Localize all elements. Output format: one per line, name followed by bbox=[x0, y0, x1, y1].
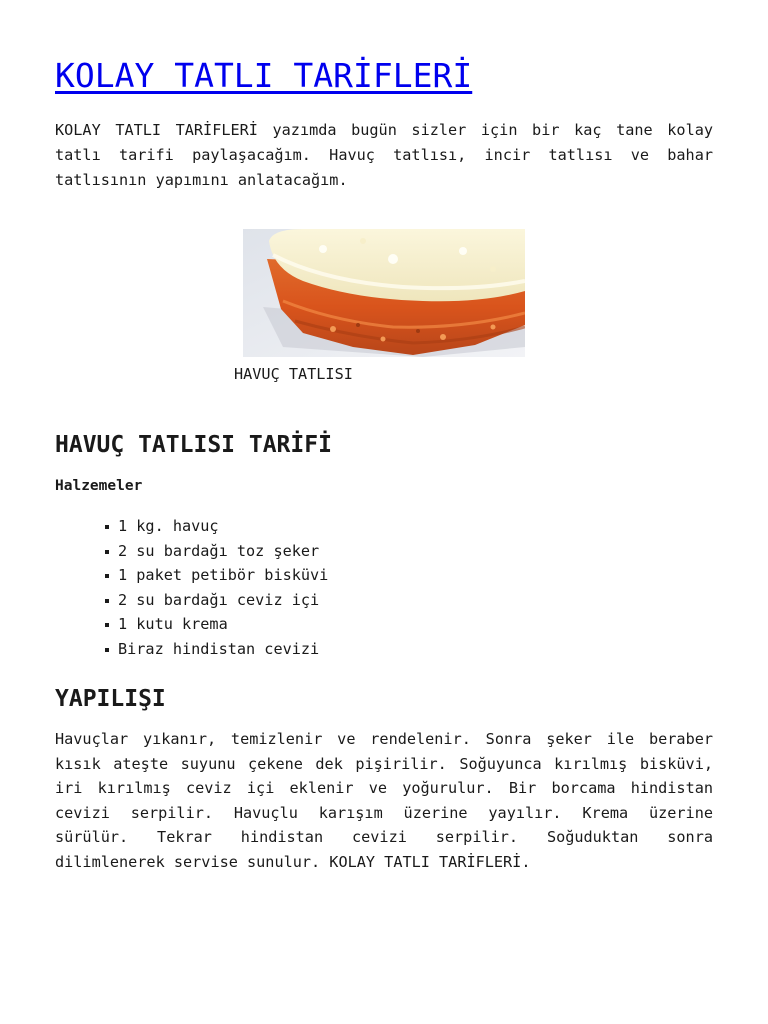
recipe-heading: HAVUÇ TATLISI TARİFİ bbox=[55, 432, 332, 458]
list-item: 1 kg. havuç bbox=[103, 514, 328, 539]
title-link[interactable]: KOLAY TATLI TARİFLERİ bbox=[55, 56, 473, 95]
method-paragraph: Havuçlar yıkanır, temizlenir ve rendelenir. Sonra şeker ile beraber kısık ateşte suyunu çekene dek pişirilir. Soğuyunca kırılmış bisküvi, iri kırılmış ceviz içi eklenir ve yoğurulur. Bir borcama hindistan cevizi serpilir. Havuçlu karışım üzerine yayılır. Krema üzerine sürülür. Tekrar hindistan cevizi serpilir. Soğuduktan sonra dilimlenerek servise sunulur. KOLAY TATLI TARİFLERİ. bbox=[55, 730, 713, 871]
list-item: 2 su bardağı ceviz içi bbox=[103, 588, 328, 613]
carrot-dessert-illustration bbox=[243, 229, 525, 357]
recipe-figure bbox=[243, 229, 525, 357]
ingredients-heading: Halzemeler bbox=[55, 478, 143, 494]
list-item: 1 paket petibör bisküvi bbox=[103, 563, 328, 588]
ingredients-list bbox=[103, 514, 328, 662]
list-item: 1 kutu krema bbox=[103, 612, 328, 637]
intro-paragraph: KOLAY TATLI TARİFLERİ yazımda bugün sizler için bir kaç tane kolay tatlı tarifi paylaşacağım. Havuç tatlısı, incir tatlısı ve bahar tatlısının yapımını anlatacağım. bbox=[55, 121, 713, 189]
page-title bbox=[55, 56, 472, 96]
list-item: 2 su bardağı toz şeker bbox=[103, 539, 328, 564]
method-heading: YAPILIŞI bbox=[55, 686, 166, 712]
photo-caption: HAVUÇ TATLISI bbox=[234, 365, 353, 383]
carrot-dessert-photo bbox=[243, 229, 525, 357]
list-item: Biraz hindistan cevizi bbox=[103, 637, 328, 662]
